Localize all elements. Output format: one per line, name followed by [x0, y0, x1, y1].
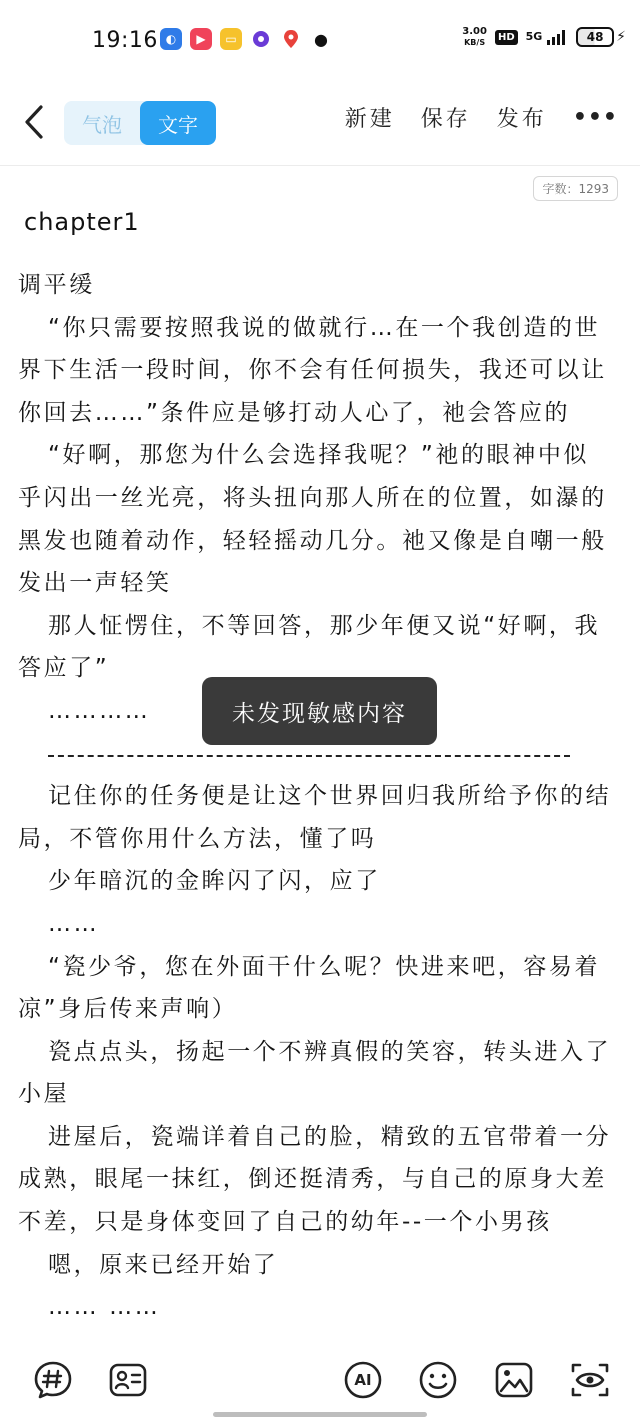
- chapter-title[interactable]: chapter1: [24, 208, 140, 236]
- text-line: 进屋后，瓷端详着自己的脸，精致的五官带着一分: [48, 1123, 612, 1150]
- hd-badge: HD: [495, 30, 518, 45]
- text-line: ……: [48, 910, 100, 937]
- hashtag-icon: [33, 1360, 73, 1400]
- text-line: …… ……: [48, 1294, 161, 1321]
- network-speed-unit: KB/S: [464, 38, 486, 47]
- text-line: 不差，只是身体变回了自己的幼年--一个小男孩: [18, 1209, 552, 1236]
- ai-label: AI: [354, 1371, 372, 1389]
- toolbar-actions: [345, 102, 618, 133]
- baidu-app-icon: ◐: [160, 28, 182, 50]
- status-app-icons: [160, 28, 332, 50]
- ai-button[interactable]: [343, 1360, 383, 1400]
- text-line: 少年暗沉的金眸闪了闪，应了: [48, 868, 381, 895]
- signal-label: 5G: [525, 30, 543, 43]
- battery-icon: [576, 27, 626, 47]
- tab-bubble[interactable]: 气泡: [82, 112, 122, 137]
- battery-level: 48: [576, 27, 614, 47]
- image-icon: [494, 1360, 534, 1400]
- mode-toggle: [64, 101, 216, 145]
- character-card-icon: [108, 1360, 148, 1400]
- toast-message: 未发现敏感内容: [202, 677, 437, 745]
- save-button[interactable]: 保存: [420, 107, 471, 132]
- text-line: 调平缓: [18, 272, 95, 298]
- map-app-icon: [280, 28, 302, 50]
- text-line: 你回去……”条件应是够打动人心了，祂会答应的: [18, 399, 571, 426]
- tab-text[interactable]: 文字: [140, 101, 216, 145]
- text-line: 答应了”: [18, 655, 110, 682]
- character-card-button[interactable]: [108, 1360, 148, 1400]
- publish-button[interactable]: 发布: [496, 107, 547, 132]
- text-line: 嗯，原来已经开始了: [48, 1251, 279, 1278]
- text-line: “好啊，那您为什么会选择我呢？”祂的眼神中似: [48, 442, 590, 469]
- preview-button[interactable]: [570, 1360, 610, 1400]
- status-bar: [0, 0, 640, 82]
- text-line: 瓷点点头，扬起一个不辨真假的笑容，转头进入了: [48, 1038, 612, 1065]
- back-arrow-icon: [23, 105, 45, 139]
- home-indicator[interactable]: [213, 1412, 427, 1417]
- emoji-button[interactable]: [418, 1360, 458, 1400]
- status-time: 19:16: [92, 28, 158, 53]
- text-line: “你只需要按照我说的做就行…在一个我创造的世: [48, 314, 601, 341]
- text-line: 黑发也随着动作，轻轻摇动几分。祂又像是自嘲一般: [18, 527, 607, 554]
- yellow-app-icon: ▭: [220, 28, 242, 50]
- more-notifications-dot: ●: [314, 29, 328, 49]
- text-line: 那人怔愣住，不等回答，那少年便又说“好啊，我: [48, 612, 601, 639]
- text-line: 成熟，眼尾一抹红，倒还挺清秀，与自己的原身大差: [18, 1166, 607, 1193]
- text-line: “瓷少爷，您在外面干什么呢？快进来吧，容易着: [48, 953, 601, 980]
- back-button[interactable]: [14, 100, 54, 144]
- emoji-icon: [418, 1360, 458, 1400]
- network-speed: [462, 26, 487, 48]
- text-line: 凉”身后传来声响）: [18, 996, 238, 1023]
- bottom-toolbar: [0, 1350, 640, 1410]
- video-app-icon: ▶: [190, 28, 212, 50]
- text-line: …………: [48, 697, 151, 724]
- text-line: 局，不管你用什么方法，懂了吗: [18, 825, 377, 852]
- purple-app-icon: [250, 28, 272, 50]
- new-button[interactable]: 新建: [344, 107, 395, 132]
- image-button[interactable]: [494, 1360, 534, 1400]
- status-indicators: [462, 26, 626, 48]
- text-line: 记住你的任务便是让这个世界回归我所给予你的结: [48, 783, 612, 810]
- text-line: 发出一声轻笑: [18, 570, 172, 597]
- hashtag-button[interactable]: [33, 1360, 73, 1400]
- text-line: 乎闪出一丝光亮，将头扭向那人所在的位置，如瀑的: [18, 484, 607, 511]
- text-line: 界下生活一段时间，你不会有任何损失，我还可以让: [18, 357, 607, 384]
- text-line: 小屋: [18, 1081, 70, 1108]
- charging-icon: ⚡: [616, 29, 626, 45]
- preview-eye-icon: [570, 1360, 610, 1400]
- word-count-badge: 字数：1293: [533, 176, 618, 201]
- more-options-button[interactable]: •••: [572, 105, 618, 130]
- editor-toolbar: [0, 82, 640, 166]
- editor-body[interactable]: [18, 264, 622, 1329]
- network-speed-value: 3.00: [462, 26, 487, 37]
- signal-icon: [526, 29, 569, 45]
